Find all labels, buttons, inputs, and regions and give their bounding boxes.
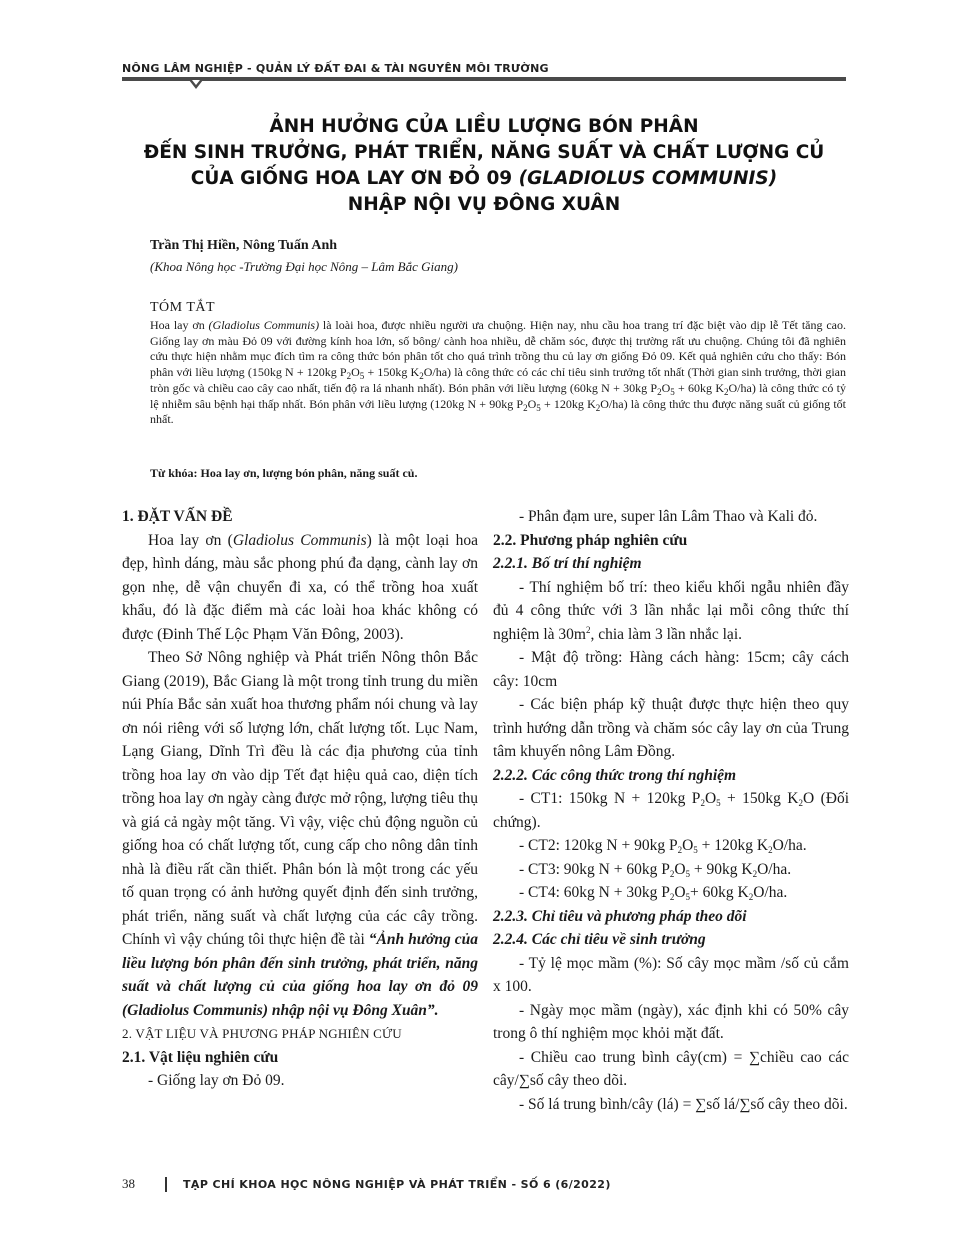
abstract-text: + 150kg K xyxy=(364,365,420,380)
title-line-3b: (GLADIOLUS COMMUNIS) xyxy=(518,168,778,189)
text: O xyxy=(674,860,686,878)
left-column xyxy=(122,505,478,1093)
text: - CT3: 90kg N + 60kg P xyxy=(519,860,670,878)
text: + 120kg K xyxy=(697,837,769,854)
paragraph xyxy=(122,646,478,1022)
sub: 2 xyxy=(700,798,705,808)
abstract-heading: TÓM TẮT xyxy=(150,300,216,315)
abstract-text: O/ha) là công thức thu được năng suất củ giống tốt nhất. xyxy=(150,396,847,427)
subsection-heading: 2.2.3. Chỉ tiêu và phương pháp theo dõi xyxy=(493,907,747,925)
sub: 5 xyxy=(693,845,698,855)
sub: 2 xyxy=(669,892,675,902)
subsection-heading: 2.2.2. Các công thức trong thí nghiệm xyxy=(493,766,737,784)
header-rule-notch-inner xyxy=(192,80,200,85)
header-rule xyxy=(122,77,846,81)
abstract-body xyxy=(150,318,846,428)
abstract-sub: 5 xyxy=(359,371,365,382)
text: - CT2: 120kg N + 90kg P xyxy=(519,837,678,854)
title-line-2: ĐẾN SINH TRƯỞNG, PHÁT TRIỂN, NĂNG SUẤT VÀ CHẤT LƯỢNG CỦ xyxy=(143,142,825,163)
abstract-text: Hoa lay ơn xyxy=(150,318,209,332)
authors: Trần Thị Hiền, Nông Tuấn Anh xyxy=(150,238,338,253)
abstract-text: (Gladiolus Communis) xyxy=(208,318,320,332)
section-heading: 2. VẬT LIỆU VÀ PHƯƠNG PHÁP NGHIÊN CỨU xyxy=(122,1026,402,1041)
page-number: 38 xyxy=(122,1176,135,1191)
journal-name: TẠP CHÍ KHOA HỌC NÔNG NGHIỆP VÀ PHÁT TRIỂN - SỐ 6 (6/2022) xyxy=(183,1177,611,1191)
text: + 150kg K xyxy=(720,790,799,807)
abstract-text: + 120kg K xyxy=(540,396,596,411)
abstract-sub: 5 xyxy=(536,402,541,413)
abstract-text: O xyxy=(527,396,537,411)
superscript: 2 xyxy=(586,624,591,635)
paragraph: - Mật độ trồng: Hàng cách hàng: 15cm; cây cách cây: 10cm xyxy=(493,649,849,690)
text: O xyxy=(704,790,717,807)
abstract-sub: 2 xyxy=(346,371,352,382)
sub: 2 xyxy=(677,845,683,855)
subsection-heading: 2.1. Vật liệu nghiên cứu xyxy=(122,1048,279,1066)
page-footer xyxy=(122,1176,611,1192)
paragraph: - Giống lay ơn Đỏ 09. xyxy=(148,1072,285,1089)
paragraph: - Các biện pháp kỹ thuật được thực hiện theo quy trình hướng dẫn trồng và chăm sóc cây lay ơn của Trung tâm khuyến nông Lâm Đồng. xyxy=(493,696,849,760)
sub: 2 xyxy=(752,868,758,879)
paragraph: - Số lá trung bình/cây (lá) = ∑số lá/∑số cây theo dõi. xyxy=(519,1095,848,1113)
subsection-heading: 2.2.4. Các chỉ tiêu về sinh trưởng xyxy=(493,931,706,948)
text: O (Đối chứng). xyxy=(493,790,849,831)
text: “Ảnh hưởng của liều lượng bón phân đến sinh trưởng, phát triển, năng suất và chất lượng củ của giống hoa lay ơn đỏ 09 (Gladiolus Communis) nhập nội vụ Đông Xuân”. xyxy=(122,931,478,1019)
text: - CT4: 60kg N + 30kg P xyxy=(519,884,670,901)
text: - CT1: 150kg N + 120kg P xyxy=(519,790,701,807)
sub: 2 xyxy=(669,868,675,879)
abstract-sub: 2 xyxy=(657,386,662,397)
running-header: NÔNG LÂM NGHIỆP - QUẢN LÝ ĐẤT ĐAI & TÀI NGUYÊN MÔI TRƯỜNG xyxy=(122,62,549,75)
text: Theo Sở Nông nghiệp và Phát triển Nông thôn Bắc Giang (2019), Bắc Giang là một trong tỉnh trung du miền núi Phía Bắc sản xuất hoa thương phẩm nói chung và lay ơn nói riêng với số lượng lớn, chất lượng tốt. Lục Nam, Lạng Giang, Dĩnh Trì đều là các địa phương của tỉnh trồng hoa lay ơn vào dịp Tết đạt hiệu quả cao, diện tích trồng hoa lay ơn ngày càng được mở rộng, lượng tiêu thụ và giá cả ngày một tăng xyxy=(122,649,478,831)
title-line-4: NHẬP NỘI VỤ ĐÔNG XUÂN xyxy=(347,194,621,215)
text: O/ha. xyxy=(772,837,807,854)
title-line-1: ẢNH HƯỞNG CỦA LIỀU LƯỢNG BÓN PHÂN xyxy=(269,116,699,137)
text: + 60kg K xyxy=(690,884,749,901)
paragraph xyxy=(493,576,849,647)
text: - Thí nghiệm bố trí: theo kiểu khối ngẫu nhiên đầy đủ 4 công thức với 3 lần nhắc lại mỗi công thức thí nghiệm là 30m xyxy=(493,578,849,643)
text: + 90kg K xyxy=(690,860,753,878)
paragraph: - Phân đạm ure, super lân Lâm Thao và Kali đỏ. xyxy=(519,508,818,525)
abstract-sub: 5 xyxy=(670,386,675,397)
formula-ct1 xyxy=(493,787,849,834)
sub: 2 xyxy=(748,892,754,902)
abstract-text: là loài hoa, được nhiều người ưa chuộng. Hiện nay, nhu cầu hoa trang trí đặc biệt vào dịp lễ Tết tăng cao. Giống lay ơn màu Đỏ 09 với đường kính hoa lớn, số bông/ cành hoa nhiều, dễ chăm sóc, được thị trường rất ưu chuộng. Chúng tôi đã nghiên cứu thực hiện nhằm mục đích tìm ra công thức bón phân tốt cho quá trình trồng thu củ lay ơn giống Đỏ 09. Kết quả nghiên cứu cho thấy: Bón phân với liều lượng (150kg N + 120kg P xyxy=(150,318,846,380)
right-column xyxy=(493,505,849,1116)
text: ) là một loại hoa đẹp, hình dáng, màu sắc phong phú đa dạng, cành lay ơn gọn nhẹ, dễ vận chuyển đi xa, có thể trồng hoa xuất khẩu, đó là đặc điểm mà các loài hoa khác không có được (Đinh Thế Lộc Phạm Văn Đông, 2003). xyxy=(122,531,478,643)
abstract-text: O/ha) là công thức có các chỉ tiêu sinh trưởng tốt nhất (Thời gian sinh trưởng, thời gian tròn gốc và chiều cao cây cao nhất, tiến độ ra lá nhanh nhất). Bón phân với liều lượng (60kg N + 30kg P xyxy=(150,365,846,395)
abstract-sub: 2 xyxy=(523,402,528,413)
text: Hoa lay ơn ( xyxy=(148,531,233,549)
formula-ct3 xyxy=(493,858,849,882)
sub: 2 xyxy=(798,798,803,808)
abstract-sub: 2 xyxy=(419,371,424,382)
text: Gladiolus Communis xyxy=(232,531,367,549)
abstract-text: O/ha) là công thức có tỷ lệ nhiễm sâu bệnh hại thấp nhất. Bón phân với liều lượng (120kg N + 90kg P xyxy=(150,380,846,411)
formula-ct4 xyxy=(493,881,849,905)
text: , chia làm 3 lần nhắc lại. xyxy=(590,625,742,643)
paragraph: - Tỷ lệ mọc mầm (%): Số cây mọc mầm /số củ cắm x 100. xyxy=(493,954,849,995)
sub: 5 xyxy=(685,892,691,902)
text: O xyxy=(674,884,686,901)
abstract-text: O xyxy=(351,365,360,380)
formula-ct2 xyxy=(493,834,849,858)
affiliation: (Khoa Nông học -Trường Đại học Nông – Lâm Bắc Giang) xyxy=(150,259,458,274)
sub: 2 xyxy=(768,845,773,855)
subsection-heading: 2.2. Phương pháp nghiên cứu xyxy=(493,531,688,549)
paragraph: - Chiều cao trung bình cây(cm) = ∑chiều cao các cây/∑số cây theo dõi. xyxy=(493,1048,849,1089)
title-line-3a: CỦA GIỐNG HOA LAY ƠN ĐỎ 09 xyxy=(190,168,513,189)
sub: 5 xyxy=(716,798,721,808)
title-line-3 xyxy=(122,166,846,192)
abstract-sub: 2 xyxy=(595,402,601,413)
abstract-text: O xyxy=(661,380,671,395)
article-title xyxy=(122,114,846,218)
footer-separator xyxy=(165,1177,167,1192)
abstract-text: + 60kg K xyxy=(674,380,724,395)
text: O xyxy=(682,837,694,854)
subsection-heading: 2.2.1. Bố trí thí nghiệm xyxy=(493,555,642,572)
section-heading: 1. ĐẶT VẤN ĐỀ xyxy=(122,508,233,525)
paragraph: - Ngày mọc mầm (ngày), xác định khi có 50% cây trong ô thí nghiệm mọc khỏi mặt đất. xyxy=(493,1001,849,1042)
text: . Vì vậy, việc chủ động nguồn củ giống hoa có chất lượng tốt, cung cấp cho nông dân tỉnh nhà là điều rất cần thiết. Phân bón là một trong các yếu tố quan trọng có ảnh hưởng quyết định đến sinh trưởng, phát triển, năng suất và chất lượng của các cây trồng. Chính vì vậy chúng tôi thực hiện đề tài xyxy=(122,813,478,948)
paragraph xyxy=(122,529,478,647)
abstract-sub: 2 xyxy=(724,386,729,397)
text: O/ha. xyxy=(753,884,788,901)
text: O/ha. xyxy=(757,860,792,878)
keywords: Từ khóa: Hoa lay ơn, lượng bón phân, năng suất củ. xyxy=(150,466,418,480)
sub: 5 xyxy=(685,868,691,879)
